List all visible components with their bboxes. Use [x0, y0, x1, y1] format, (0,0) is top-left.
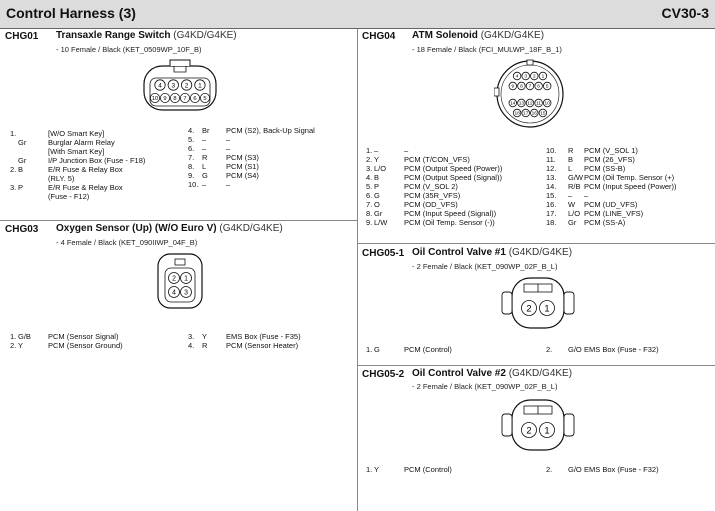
pin-number: 11.: [546, 155, 556, 164]
pin-row: [188, 135, 356, 144]
pin-row: [546, 164, 714, 173]
pin-row: [10, 341, 185, 350]
pin-row: [10, 147, 185, 156]
pin-destination: PCM (V_SOL 1): [584, 146, 638, 155]
pin-list-right: [546, 345, 714, 354]
connector-spec: - 2 Female / Black (KET_090WP_02F_B_L): [412, 262, 558, 271]
pin-destination: [W/O Smart Key]: [48, 129, 105, 138]
pin-list-left: [366, 146, 541, 227]
pin-row: [366, 345, 541, 354]
pin-row: [546, 209, 714, 218]
pin-label: 10: [544, 101, 550, 107]
pin-number: 14.: [546, 182, 557, 191]
section-subtitle: (G4KD/G4KE): [219, 223, 283, 234]
wire-color: Y: [374, 155, 380, 164]
pin-destination: PCM (V_SOL 2): [404, 182, 458, 191]
pin-destination: PCM (Control): [404, 345, 452, 354]
wire-color: G/B: [18, 332, 31, 341]
pin-number: 3.: [366, 164, 373, 173]
pin-destination: –: [226, 144, 231, 153]
pin-row: [10, 138, 185, 147]
pin-destination: E/R Fuse & Relay Box: [48, 165, 123, 174]
pin-destination: –: [584, 191, 589, 200]
section-title-text: ATM Solenoid: [412, 30, 478, 41]
page-header: [0, 0, 715, 29]
wire-color: R: [202, 341, 208, 350]
pin-row: [546, 155, 714, 164]
pin-row: [10, 129, 185, 138]
connector-diagram-chg04: [494, 58, 566, 130]
section-title: [412, 247, 572, 258]
pin-row: [546, 200, 714, 209]
pin-row: [366, 164, 541, 173]
pin-number: 10.: [546, 146, 557, 155]
pin-number: 17.: [546, 209, 557, 218]
pin-row: [188, 126, 356, 135]
pin-label: 7: [528, 84, 532, 90]
wire-color: –: [374, 146, 379, 155]
pin-label: 1: [544, 425, 550, 436]
pin-row: [188, 162, 356, 171]
pin-row: [366, 155, 541, 164]
section-subtitle: (G4KD/G4KE): [173, 30, 237, 41]
pin-destination: PCM (Sensor Ground): [48, 341, 123, 350]
pin-row: [188, 180, 356, 189]
pin-destination: EMS Box (Fuse - F35): [226, 332, 301, 341]
pin-label: 18: [514, 111, 520, 117]
pin-number: 9.: [366, 218, 373, 227]
section-divider-chg03: [0, 220, 357, 221]
pin-list-left: [366, 465, 541, 474]
wire-color: G/O: [568, 465, 582, 474]
pin-row: [546, 182, 714, 191]
pin-number: 2.: [10, 341, 17, 350]
pin-number: 3.: [10, 183, 17, 192]
wire-color: W: [568, 200, 576, 209]
pin-destination: PCM (T/CON_VFS): [404, 155, 470, 164]
pin-destination: PCM (S2), Back-Up Signal: [226, 126, 315, 135]
pin-number: 1.: [10, 332, 17, 341]
pin-destination: (Fuse - F12): [48, 192, 90, 201]
pin-destination: PCM (Control): [404, 465, 452, 474]
pin-destination: –: [404, 146, 409, 155]
pin-row: [10, 174, 185, 183]
pin-label: 14: [510, 101, 516, 107]
pin-row: [366, 218, 541, 227]
pin-label: 13: [518, 101, 525, 107]
pin-label: 2: [526, 303, 532, 314]
pin-destination: –: [226, 135, 231, 144]
pin-destination: PCM (OD_VFS): [404, 200, 458, 209]
section-code: CHG01: [5, 31, 39, 42]
wire-color: Gr: [18, 138, 27, 147]
pin-number: 3.: [188, 332, 195, 341]
pin-destination: –: [226, 180, 231, 189]
pin-number: 6.: [366, 191, 373, 200]
pin-number: 5.: [366, 182, 373, 191]
pin-destination: EMS Box (Fuse - F32): [584, 465, 659, 474]
pin-destination: PCM (S4): [226, 171, 259, 180]
pin-label: 4: [158, 82, 162, 90]
pin-label: 3: [171, 82, 176, 90]
pin-label: 2: [526, 425, 532, 436]
pin-destination: PCM (S3): [226, 153, 259, 162]
pin-number: 15.: [546, 191, 557, 200]
wire-color: G/W: [568, 173, 583, 182]
section-title-text: Oil Control Valve #1: [412, 247, 506, 258]
wire-color: L: [202, 162, 207, 171]
pin-number: 4.: [188, 341, 195, 350]
pin-number: 8.: [366, 209, 373, 218]
section-subtitle: (G4KD/G4KE): [508, 247, 573, 258]
pin-list-left: [10, 129, 185, 201]
pin-number: 2.: [546, 345, 553, 354]
pin-destination: PCM (35R_VFS): [404, 191, 461, 200]
section-title-text: Transaxle Range Switch: [56, 30, 171, 41]
pin-row: [10, 156, 185, 165]
wire-color: B: [374, 173, 380, 182]
pin-list-right: [546, 465, 714, 474]
pin-label: 16: [531, 111, 537, 117]
pin-row: [366, 200, 541, 209]
wire-color: Br: [202, 126, 210, 135]
pin-row: [546, 191, 714, 200]
pin-label: 17: [523, 111, 529, 117]
pin-label: 3: [524, 74, 528, 80]
wire-color: P: [374, 182, 380, 191]
pin-list-left: [366, 345, 541, 354]
wire-color: –: [202, 180, 207, 189]
pin-row: [366, 209, 541, 218]
section-divider-chg05-2: [358, 365, 715, 366]
pin-destination: PCM (SS-B): [584, 164, 626, 173]
wire-color: –: [202, 135, 207, 144]
section-code: CHG04: [362, 31, 396, 42]
pin-row: [366, 146, 541, 155]
pin-row: [10, 192, 185, 201]
wire-color: –: [568, 191, 573, 200]
pin-label: 10: [151, 96, 159, 103]
pin-label: 9: [511, 84, 515, 90]
pin-number: 1.: [10, 129, 17, 138]
pin-label: 4: [172, 289, 176, 297]
pin-row: [546, 173, 714, 182]
wire-color: R/B: [568, 182, 581, 191]
connector-diagram-chg05-2: [498, 394, 578, 456]
wire-color: G: [374, 191, 380, 200]
pin-label: 1: [544, 303, 550, 314]
pin-number: 18.: [546, 218, 557, 227]
wire-color: R: [568, 146, 574, 155]
pin-destination: PCM (Input Speed (Power)): [584, 182, 677, 191]
pin-number: 1.: [366, 146, 373, 155]
section-title-text: Oil Control Valve #2: [412, 368, 506, 379]
wire-color: B: [18, 165, 24, 174]
pin-destination: Burglar Alarm Relay: [48, 138, 115, 147]
connector-spec: - 18 Female / Black (FCI_MULWP_18F_B_1): [412, 45, 562, 54]
pin-label: 15: [540, 111, 546, 117]
pin-row: [10, 332, 185, 341]
page-code: CV30-3: [661, 5, 709, 21]
column-divider: [357, 29, 358, 511]
wire-color: L/O: [568, 209, 581, 218]
pin-row: [366, 173, 541, 182]
wire-color: L/W: [374, 218, 388, 227]
pin-destination: PCM (SS-A): [584, 218, 626, 227]
pin-number: 7.: [188, 153, 195, 162]
wire-color: G/O: [568, 345, 582, 354]
pin-label: 3: [184, 289, 188, 297]
wire-color: L: [568, 164, 573, 173]
pin-label: 6: [537, 84, 540, 90]
pin-number: 5.: [188, 135, 195, 144]
pin-destination: PCM (Sensor Signal): [48, 332, 119, 341]
section-code: CHG05-2: [362, 369, 405, 380]
pin-label: 2: [184, 82, 189, 90]
pin-row: [188, 341, 356, 350]
pin-label: 8: [173, 96, 177, 103]
pin-destination: PCM (Oil Temp. Sensor (+): [584, 173, 675, 182]
wire-color: O: [374, 200, 380, 209]
pin-row: [188, 144, 356, 153]
pin-destination: E/R Fuse & Relay Box: [48, 183, 123, 192]
pin-row: [10, 165, 185, 174]
section-subtitle: (G4KD/G4KE): [508, 368, 573, 379]
section-title: [56, 223, 283, 234]
wire-color: R: [202, 153, 208, 162]
pin-destination: PCM (Oil Temp. Sensor (-)): [404, 218, 495, 227]
wire-color: G: [202, 171, 208, 180]
pin-number: 4.: [188, 126, 195, 135]
wire-color: Y: [18, 341, 24, 350]
pin-row: [188, 171, 356, 180]
pin-row: [546, 345, 714, 354]
pin-number: 16.: [546, 200, 557, 209]
pin-number: 12.: [546, 164, 557, 173]
wire-color: Gr: [374, 209, 383, 218]
pin-destination: PCM (26_VFS): [584, 155, 635, 164]
pin-row: [366, 182, 541, 191]
pin-list-right: [546, 146, 714, 227]
pin-destination: PCM (Output Speed (Power)): [404, 164, 503, 173]
connector-diagram-chg01: [140, 58, 220, 118]
pin-destination: PCM (Sensor Heater): [226, 341, 299, 350]
pin-label: 11: [536, 101, 542, 107]
wire-color: G: [374, 345, 380, 354]
wire-color: Y: [374, 465, 380, 474]
section-title-text: Oxygen Sensor (Up) (W/O Euro V): [56, 223, 217, 234]
connector-diagram-chg03: [152, 250, 208, 312]
connector-diagram-chg05-1: [498, 272, 578, 334]
page-title: Control Harness (3): [6, 5, 136, 21]
pin-destination: [With Smart Key]: [48, 147, 105, 156]
pin-number: 4.: [366, 173, 373, 182]
pin-label: 5: [203, 96, 207, 103]
section-divider-chg05-1: [358, 243, 715, 244]
pin-number: 1.: [366, 345, 373, 354]
pin-label: 4: [515, 74, 519, 80]
pin-number: 2.: [546, 465, 553, 474]
pin-label: 1: [184, 275, 188, 283]
wire-color: Gr: [18, 156, 27, 165]
pin-destination: I/P Junction Box (Fuse - F18): [48, 156, 146, 165]
pin-destination: EMS Box (Fuse - F32): [584, 345, 659, 354]
pin-label: 2: [532, 74, 536, 80]
pin-destination: PCM (Input Speed (Signal)): [404, 209, 497, 218]
pin-row: [546, 218, 714, 227]
section-title: [412, 30, 544, 41]
connector-spec: - 10 Female / Black (KET_0509WP_10F_B): [56, 45, 202, 54]
pin-number: 1.: [366, 465, 373, 474]
section-code: CHG05-1: [362, 248, 405, 259]
pin-row: [188, 153, 356, 162]
wire-color: L/O: [374, 164, 387, 173]
pin-label: 5: [545, 84, 549, 90]
connector-spec: - 2 Female / Black (KET_090WP_02F_B_L): [412, 382, 558, 391]
section-title: [56, 30, 237, 41]
wire-color: Y: [202, 332, 208, 341]
pin-destination: PCM (S1): [226, 162, 259, 171]
pin-row: [366, 191, 541, 200]
section-subtitle: (G4KD/G4KE): [480, 30, 545, 41]
pin-row: [10, 183, 185, 192]
wire-color: B: [568, 155, 574, 164]
pin-number: 8.: [188, 162, 195, 171]
pin-number: 10.: [188, 180, 199, 189]
pin-destination: (RLY. 5): [48, 174, 75, 183]
pin-destination: PCM (LINE_VFS): [584, 209, 644, 218]
pin-number: 2.: [366, 155, 373, 164]
pin-row: [188, 332, 356, 341]
pin-label: 1: [198, 82, 202, 90]
pin-label: 7: [183, 96, 187, 103]
wire-color: Gr: [568, 218, 577, 227]
section-title: [412, 368, 572, 379]
pin-label: 6: [193, 96, 197, 103]
pin-label: 9: [163, 96, 167, 103]
pin-number: 2.: [10, 165, 17, 174]
pin-label: 1: [541, 74, 545, 80]
pin-number: 13.: [546, 173, 557, 182]
pin-label: 8: [520, 84, 523, 90]
wire-color: P: [18, 183, 24, 192]
pin-destination: PCM (UD_VFS): [584, 200, 638, 209]
pin-list-right: [188, 332, 356, 350]
pin-list-right: [188, 126, 356, 189]
pin-number: 7.: [366, 200, 373, 209]
section-code: CHG03: [5, 224, 39, 235]
pin-row: [546, 146, 714, 155]
pin-row: [546, 465, 714, 474]
connector-spec: - 4 Female / Black (KET_090IIWP_04F_B): [56, 238, 198, 247]
pin-label: 12: [527, 101, 533, 107]
wire-color: –: [202, 144, 207, 153]
pin-destination: PCM (Output Speed (Signal)): [404, 173, 502, 182]
pin-list-left: [10, 332, 185, 350]
pin-row: [366, 465, 541, 474]
pin-label: 2: [172, 275, 176, 283]
pin-number: 9.: [188, 171, 195, 180]
pin-number: 6.: [188, 144, 195, 153]
